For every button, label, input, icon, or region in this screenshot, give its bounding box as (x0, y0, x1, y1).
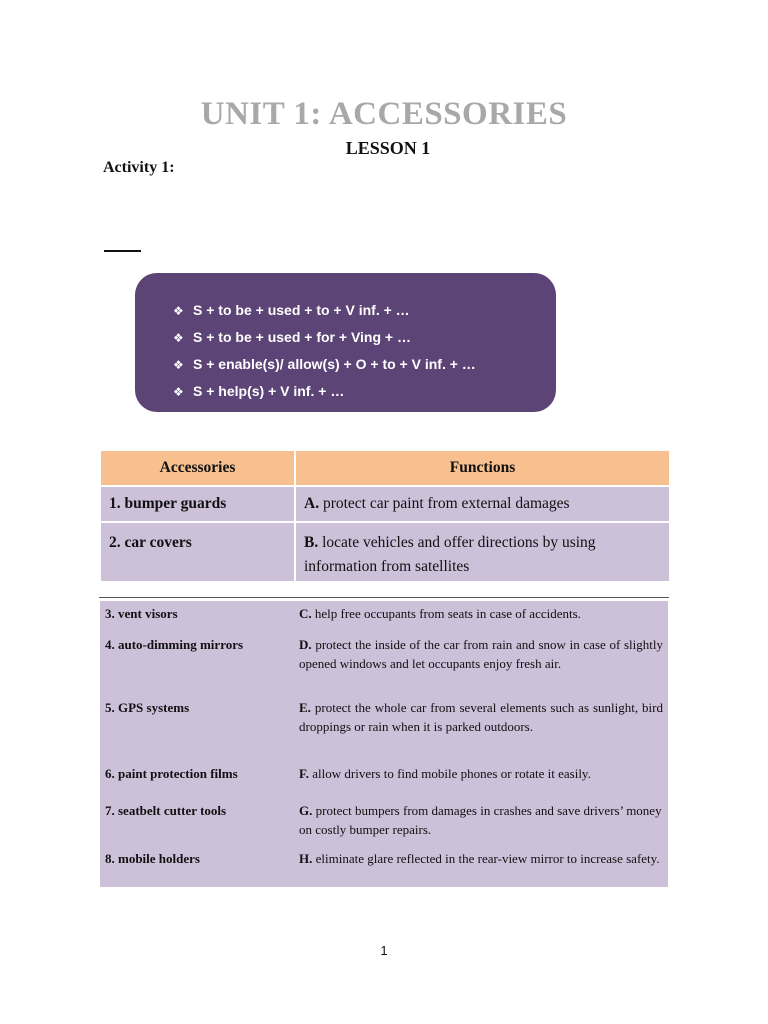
table-row (99, 636, 669, 699)
table-header-row (100, 450, 670, 486)
function-cell (295, 522, 670, 582)
function-text: protect bumpers from damages in crashes and save drivers’ money on costly bumper repairs. (299, 803, 662, 837)
function-letter: E. (299, 700, 311, 715)
table-row (99, 699, 669, 765)
answer-line (104, 250, 141, 252)
diamond-bullet-icon: ❖ (173, 358, 184, 372)
accessory-cell: 4. auto-dimming mirrors (105, 637, 244, 652)
column-header-functions: Functions (295, 450, 670, 486)
formula-text: S + help(s) + V inf. + … (193, 383, 345, 399)
function-letter: C. (299, 606, 312, 621)
activity-label: Activity 1: (103, 159, 175, 176)
table-row (99, 850, 669, 890)
column-header-accessories: Accessories (100, 450, 295, 486)
function-text: protect the inside of the car from rain and snow in case of slightly opened windows and let occupants enjoy fresh air. (299, 637, 664, 671)
page-number: 1 (380, 943, 388, 958)
formula-line (173, 381, 556, 408)
matching-table-top (99, 449, 671, 583)
accessory-cell: 8. mobile holders (105, 851, 200, 866)
function-text: allow drivers to find mobile phones or rotate it easily. (312, 766, 591, 781)
function-text: protect car paint from external damages (322, 495, 570, 512)
function-cell (295, 486, 670, 522)
accessory-cell: 2. car covers (100, 522, 295, 582)
function-letter: G. (299, 803, 313, 818)
table-row (99, 605, 669, 636)
function-text: protect the whole car from several elements such as sunlight, bird droppings or rain when it is parked outdoors. (299, 700, 663, 734)
function-text: eliminate glare reflected in the rear-view mirror to increase safety. (315, 851, 660, 866)
accessory-cell: 5. GPS systems (105, 700, 190, 715)
table-divider (99, 597, 669, 598)
formula-line (173, 327, 556, 354)
formula-text: S + enable(s)/ allow(s) + O + to + V inf. + … (193, 356, 476, 372)
function-letter: B. (304, 534, 319, 551)
table-row (100, 522, 670, 582)
table-row (100, 486, 670, 522)
matching-table-bottom (99, 605, 669, 890)
accessory-cell: 3. vent visors (105, 606, 178, 621)
function-letter: H. (299, 851, 313, 866)
function-cell (293, 802, 669, 850)
accessory-cell: 7. seatbelt cutter tools (105, 803, 227, 818)
function-text: locate vehicles and offer directions by using information from satellites (304, 534, 596, 575)
function-cell (293, 850, 669, 890)
lesson-title: LESSON 1 (345, 138, 431, 158)
accessory-cell: 6. paint protection films (105, 766, 238, 781)
function-letter: A. (304, 495, 320, 512)
unit-title: UNIT 1: ACCESSORIES (200, 96, 568, 132)
diamond-bullet-icon: ❖ (173, 304, 184, 318)
formula-text: S + to be + used + for + Ving + … (193, 329, 411, 345)
table-row (99, 765, 669, 802)
formula-text: S + to be + used + to + V inf. + … (193, 302, 410, 318)
function-cell (293, 636, 669, 699)
formula-box (135, 273, 556, 412)
function-cell (293, 605, 669, 636)
diamond-bullet-icon: ❖ (173, 385, 184, 399)
diamond-bullet-icon: ❖ (173, 331, 184, 345)
function-text: help free occupants from seats in case of accidents. (314, 606, 581, 621)
table-row (99, 802, 669, 850)
function-cell (293, 765, 669, 802)
function-cell (293, 699, 669, 765)
formula-line (173, 300, 556, 327)
function-letter: F. (299, 766, 309, 781)
accessory-cell: 1. bumper guards (100, 486, 295, 522)
function-letter: D. (299, 637, 312, 652)
formula-line (173, 354, 556, 381)
